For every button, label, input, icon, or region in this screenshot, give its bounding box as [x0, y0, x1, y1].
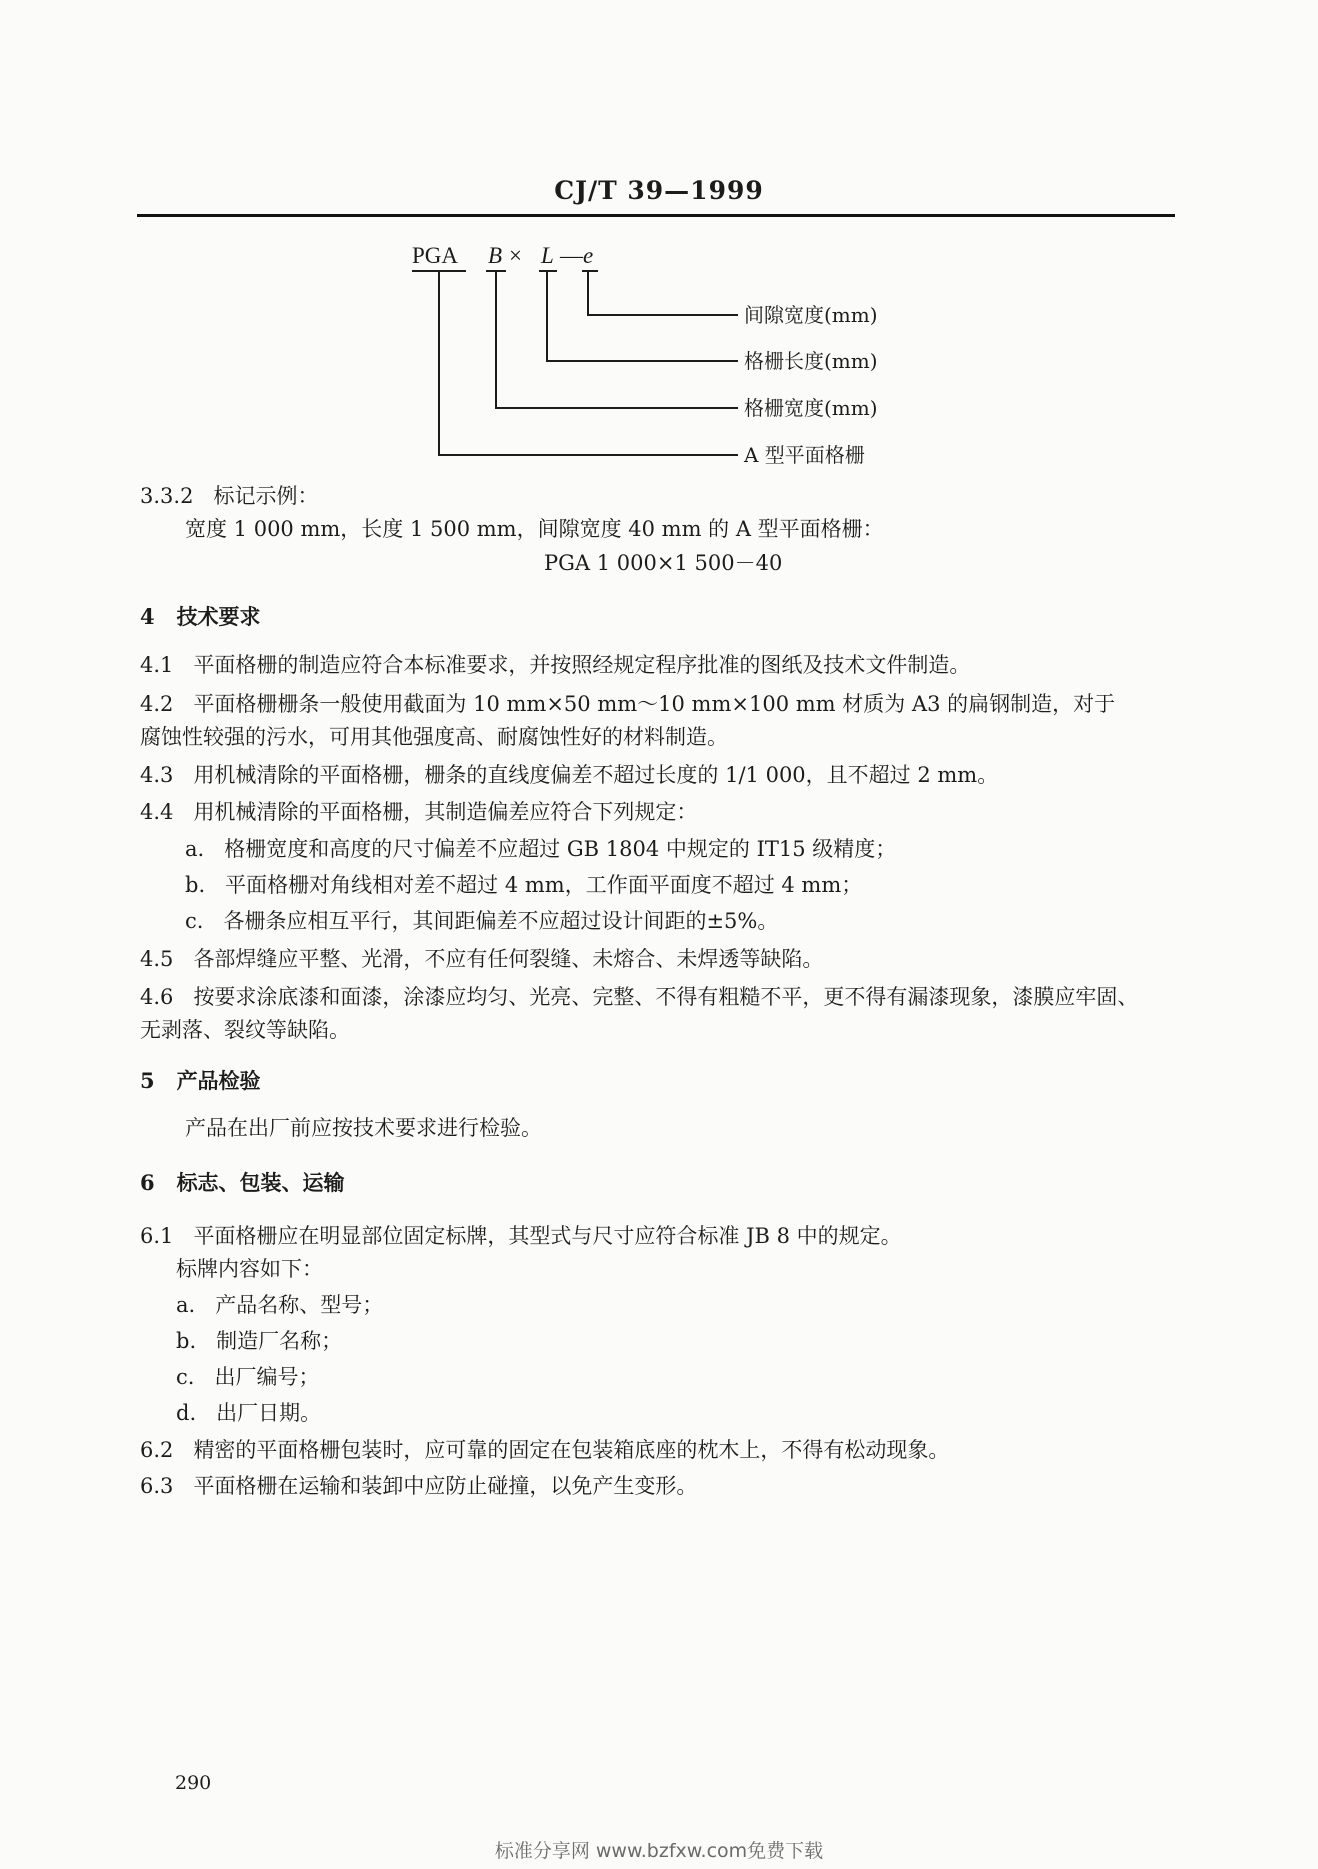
p41-text: 平面格栅的制造应符合本标准要求，并按照经规定程序批准的图纸及技术文件制造。	[193, 653, 971, 677]
item-text: 平面格栅对角线相对差不超过 4 mm，工作面平面度不超过 4 mm；	[225, 873, 863, 897]
label-grid-width: 格栅宽度(mm)	[744, 396, 878, 420]
p43	[140, 760, 998, 790]
p41-num: 4.1	[140, 653, 174, 677]
p42-text1: 平面格栅栅条一般使用截面为 10 mm×50 mm～10 mm×100 mm 材质为 A3 的扁钢制造，对于	[193, 692, 1116, 716]
s4-title: 技术要求	[176, 604, 261, 629]
s4-heading	[140, 601, 261, 631]
item-text: 出厂编号；	[214, 1365, 320, 1389]
item-text: 各栅条应相互平行，其间距偏差不应超过设计间距的±5%。	[223, 909, 779, 933]
item-mark: c.	[185, 909, 204, 933]
item-text: 制造厂名称；	[216, 1329, 343, 1353]
p44-num: 4.4	[140, 800, 174, 824]
s332-example-desc: 宽度 1 000 mm，长度 1 500 mm，间隙宽度 40 mm 的 A 型平面格栅：	[185, 517, 884, 541]
item-mark: c.	[176, 1365, 195, 1389]
p61-sub: 标牌内容如下：	[176, 1257, 323, 1281]
times-sign: ×	[509, 243, 522, 268]
s332-title: 标记示例：	[213, 484, 319, 508]
p61-item-a	[176, 1290, 383, 1320]
p46-line2: 无剥落、裂纹等缺陷。	[140, 1018, 350, 1042]
standard-code: CJ/T 39—1999	[554, 176, 764, 205]
item-mark: d.	[176, 1401, 197, 1425]
s4-num: 4	[140, 604, 155, 629]
dash-sign: —	[560, 243, 583, 268]
var-e: e	[583, 243, 594, 268]
p42-num: 4.2	[140, 692, 174, 716]
p63-text: 平面格栅在运输和装卸中应防止碰撞，以免产生变形。	[193, 1474, 698, 1498]
p44-item-c	[185, 906, 778, 936]
item-text: 产品名称、型号；	[215, 1293, 384, 1317]
p45-num: 4.5	[140, 947, 174, 971]
item-text: 出厂日期。	[216, 1401, 322, 1425]
s5-text: 产品在出厂前应按技术要求进行检验。	[185, 1116, 542, 1140]
item-mark: a.	[176, 1293, 196, 1317]
designation-diagram	[0, 0, 1318, 480]
code-pga: PGA	[412, 243, 459, 268]
s6-heading	[140, 1167, 345, 1197]
footer-watermark: 标准分享网 www.bzfxw.com免费下载	[494, 1840, 824, 1862]
s5-title: 产品检验	[176, 1068, 261, 1093]
p62-num: 6.2	[140, 1438, 174, 1462]
p61-item-c	[176, 1362, 319, 1392]
p43-num: 4.3	[140, 763, 174, 787]
p62-text: 精密的平面格栅包装时，应可靠的固定在包装箱底座的枕木上，不得有松动现象。	[193, 1438, 950, 1462]
p43-text: 用机械清除的平面格栅，栅条的直线度偏差不超过长度的 1/1 000，且不超过 2 mm。	[193, 763, 999, 787]
page-number: 290	[175, 1772, 212, 1794]
p44-text: 用机械清除的平面格栅，其制造偏差应符合下列规定：	[193, 800, 698, 824]
label-type-a: A 型平面格栅	[744, 443, 865, 467]
p61-num: 6.1	[140, 1224, 174, 1248]
p63	[140, 1471, 697, 1501]
p45	[140, 944, 823, 974]
var-l: L	[541, 243, 554, 268]
p61	[140, 1221, 902, 1251]
p61-item-b	[176, 1326, 342, 1356]
s5-heading	[140, 1065, 261, 1095]
p61-item-d	[176, 1398, 321, 1428]
leader-e	[588, 271, 738, 315]
p42-line2: 腐蚀性较强的污水，可用其他强度高、耐腐蚀性好的材料制造。	[140, 725, 728, 749]
p44-item-a	[185, 834, 896, 864]
s332-num: 3.3.2	[140, 484, 194, 508]
s6-title: 标志、包装、运输	[176, 1170, 345, 1195]
p46-text1: 按要求涂底漆和面漆，涂漆应均匀、光亮、完整、不得有粗糙不平，更不得有漏漆现象，漆膜应牢固、	[193, 985, 1139, 1009]
s6-num: 6	[140, 1170, 155, 1195]
p44-item-b	[185, 870, 862, 900]
p42-line1	[140, 689, 1115, 719]
p45-text: 各部焊缝应平整、光滑，不应有任何裂缝、未熔合、未焊透等缺陷。	[193, 947, 824, 971]
p63-num: 6.3	[140, 1474, 174, 1498]
s332-example-code: PGA 1 000×1 500－40	[544, 551, 783, 575]
label-gap-width: 间隙宽度(mm)	[744, 303, 878, 327]
leader-b	[496, 271, 738, 408]
label-grid-length: 格栅长度(mm)	[744, 349, 878, 373]
p46-num: 4.6	[140, 985, 174, 1009]
p46-line1	[140, 982, 1138, 1012]
p41	[140, 650, 970, 680]
s332-heading	[140, 481, 318, 511]
p62	[140, 1435, 949, 1465]
item-text: 格栅宽度和高度的尺寸偏差不应超过 GB 1804 中规定的 IT15 级精度；	[224, 837, 897, 861]
item-mark: a.	[185, 837, 205, 861]
p44	[140, 797, 697, 827]
p61-text: 平面格栅应在明显部位固定标牌，其型式与尺寸应符合标准 JB 8 中的规定。	[193, 1224, 902, 1248]
s5-num: 5	[140, 1068, 155, 1093]
item-mark: b.	[185, 873, 206, 897]
item-mark: b.	[176, 1329, 197, 1353]
var-b: B	[488, 243, 503, 268]
